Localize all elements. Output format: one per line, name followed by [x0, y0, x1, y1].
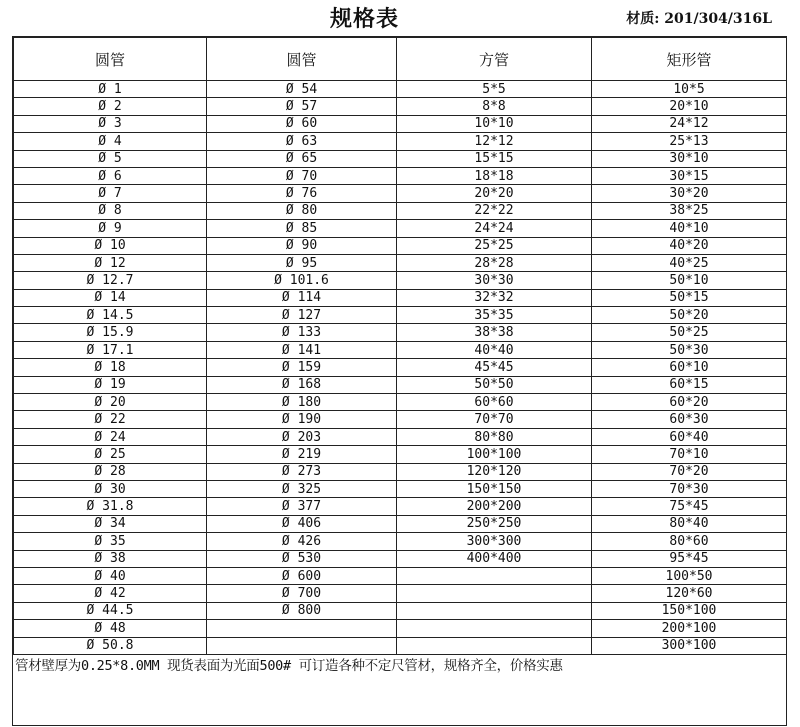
table-cell: Ø 60: [207, 115, 397, 132]
table-cell: Ø 101.6: [207, 272, 397, 289]
spec-table: [13, 37, 787, 655]
table-cell: Ø 50.8: [14, 637, 207, 654]
table-cell: 200*100: [592, 620, 787, 637]
table-cell: 25*13: [592, 133, 787, 150]
table-cell: Ø 22: [14, 411, 207, 428]
table-cell: Ø 20: [14, 394, 207, 411]
table-cell: 95*45: [592, 550, 787, 567]
table-cell: 50*30: [592, 341, 787, 358]
table-cell: 24*24: [397, 220, 592, 237]
table-cell: 15*15: [397, 150, 592, 167]
table-row: [14, 115, 787, 132]
table-cell: 70*10: [592, 446, 787, 463]
table-cell: 30*20: [592, 185, 787, 202]
table-row: [14, 359, 787, 376]
table-cell: 20*10: [592, 98, 787, 115]
table-cell: Ø 8: [14, 202, 207, 219]
table-cell: Ø 76: [207, 185, 397, 202]
table-cell: Ø 127: [207, 307, 397, 324]
table-cell: 25*25: [397, 237, 592, 254]
table-cell: [397, 567, 592, 584]
table-cell: Ø 95: [207, 254, 397, 271]
table-row: [14, 150, 787, 167]
table-cell: Ø 63: [207, 133, 397, 150]
table-row: [14, 324, 787, 341]
table-cell: 32*32: [397, 289, 592, 306]
table-cell: Ø 24: [14, 428, 207, 445]
table-cell: 50*20: [592, 307, 787, 324]
table-cell: Ø 406: [207, 515, 397, 532]
table-cell: 120*60: [592, 585, 787, 602]
table-cell: Ø 85: [207, 220, 397, 237]
header-round-tube-1: 圆管: [14, 38, 207, 81]
table-cell: 30*15: [592, 167, 787, 184]
table-body: [14, 81, 787, 655]
table-cell: 10*10: [397, 115, 592, 132]
table-cell: 400*400: [397, 550, 592, 567]
table-cell: Ø 42: [14, 585, 207, 602]
table-cell: Ø 54: [207, 81, 397, 98]
table-row: [14, 411, 787, 428]
table-cell: Ø 57: [207, 98, 397, 115]
table-cell: 60*10: [592, 359, 787, 376]
table-cell: Ø 80: [207, 202, 397, 219]
table-cell: Ø 28: [14, 463, 207, 480]
table-cell: Ø 10: [14, 237, 207, 254]
table-cell: Ø 70: [207, 167, 397, 184]
table-row: [14, 515, 787, 532]
header-square-tube: 方管: [397, 38, 592, 81]
table-cell: Ø 17.1: [14, 341, 207, 358]
table-row: [14, 272, 787, 289]
table-cell: 70*70: [397, 411, 592, 428]
table-cell: 50*15: [592, 289, 787, 306]
table-cell: 60*30: [592, 411, 787, 428]
table-cell: Ø 168: [207, 376, 397, 393]
table-cell: 40*10: [592, 220, 787, 237]
table-cell: 250*250: [397, 515, 592, 532]
table-cell: Ø 6: [14, 167, 207, 184]
table-row: [14, 428, 787, 445]
table-row: [14, 307, 787, 324]
table-cell: Ø 114: [207, 289, 397, 306]
table-cell: Ø 700: [207, 585, 397, 602]
table-cell: Ø 65: [207, 150, 397, 167]
table-cell: 60*60: [397, 394, 592, 411]
table-row: [14, 550, 787, 567]
table-row: [14, 480, 787, 497]
table-cell: Ø 190: [207, 411, 397, 428]
table-cell: Ø 35: [14, 533, 207, 550]
table-cell: 300*100: [592, 637, 787, 654]
table-row: [14, 620, 787, 637]
table-cell: Ø 530: [207, 550, 397, 567]
page-title: 规格表: [330, 7, 400, 32]
table-cell: Ø 141: [207, 341, 397, 358]
table-cell: Ø 34: [14, 515, 207, 532]
table-cell: Ø 219: [207, 446, 397, 463]
table-cell: 100*50: [592, 567, 787, 584]
table-cell: 150*100: [592, 602, 787, 619]
table-row: [14, 498, 787, 515]
table-cell: Ø 133: [207, 324, 397, 341]
table-cell: 60*40: [592, 428, 787, 445]
table-cell: Ø 15.9: [14, 324, 207, 341]
table-cell: [397, 602, 592, 619]
table-cell: Ø 159: [207, 359, 397, 376]
spec-sheet: [12, 36, 787, 726]
material-label: 材质: 201/304/316L: [626, 11, 772, 27]
table-cell: 100*100: [397, 446, 592, 463]
table-cell: 38*25: [592, 202, 787, 219]
table-cell: Ø 426: [207, 533, 397, 550]
table-cell: 30*30: [397, 272, 592, 289]
table-cell: 5*5: [397, 81, 592, 98]
table-cell: Ø 9: [14, 220, 207, 237]
table-cell: 8*8: [397, 98, 592, 115]
table-row: [14, 289, 787, 306]
table-cell: 300*300: [397, 533, 592, 550]
table-cell: 80*60: [592, 533, 787, 550]
table-cell: 24*12: [592, 115, 787, 132]
table-cell: [207, 620, 397, 637]
table-row: [14, 602, 787, 619]
table-cell: 70*30: [592, 480, 787, 497]
table-cell: Ø 203: [207, 428, 397, 445]
footer-note: 管材壁厚为0.25*8.0MM 现货表面为光面500# 可订造各种不定尺管材，规格齐全，价格实惠: [15, 658, 563, 674]
table-row: [14, 394, 787, 411]
table-cell: 30*10: [592, 150, 787, 167]
table-cell: 40*40: [397, 341, 592, 358]
table-row: [14, 81, 787, 98]
table-cell: Ø 12: [14, 254, 207, 271]
table-cell: Ø 4: [14, 133, 207, 150]
table-row: [14, 446, 787, 463]
table-cell: 18*18: [397, 167, 592, 184]
table-cell: Ø 273: [207, 463, 397, 480]
table-cell: [207, 637, 397, 654]
table-cell: Ø 12.7: [14, 272, 207, 289]
table-cell: Ø 38: [14, 550, 207, 567]
table-cell: 80*40: [592, 515, 787, 532]
table-cell: Ø 7: [14, 185, 207, 202]
table-cell: Ø 48: [14, 620, 207, 637]
header-row: [14, 38, 787, 81]
table-cell: Ø 325: [207, 480, 397, 497]
table-row: [14, 202, 787, 219]
table-row: [14, 254, 787, 271]
table-cell: 60*20: [592, 394, 787, 411]
title-bar: [0, 0, 800, 36]
table-cell: [397, 620, 592, 637]
table-row: [14, 637, 787, 654]
table-cell: Ø 19: [14, 376, 207, 393]
table-cell: Ø 90: [207, 237, 397, 254]
table-cell: Ø 180: [207, 394, 397, 411]
table-cell: 70*20: [592, 463, 787, 480]
table-cell: Ø 14: [14, 289, 207, 306]
table-cell: 75*45: [592, 498, 787, 515]
table-row: [14, 585, 787, 602]
table-row: [14, 220, 787, 237]
table-cell: 200*200: [397, 498, 592, 515]
table-cell: 20*20: [397, 185, 592, 202]
table-cell: [397, 585, 592, 602]
table-cell: 40*25: [592, 254, 787, 271]
table-cell: Ø 2: [14, 98, 207, 115]
table-cell: 28*28: [397, 254, 592, 271]
table-cell: [397, 637, 592, 654]
table-cell: 50*50: [397, 376, 592, 393]
table-cell: Ø 600: [207, 567, 397, 584]
table-cell: 38*38: [397, 324, 592, 341]
table-cell: 10*5: [592, 81, 787, 98]
table-cell: 120*120: [397, 463, 592, 480]
table-row: [14, 533, 787, 550]
table-row: [14, 463, 787, 480]
table-cell: Ø 30: [14, 480, 207, 497]
table-cell: Ø 18: [14, 359, 207, 376]
table-row: [14, 185, 787, 202]
table-cell: 40*20: [592, 237, 787, 254]
table-cell: Ø 1: [14, 81, 207, 98]
table-row: [14, 98, 787, 115]
table-cell: 50*10: [592, 272, 787, 289]
table-row: [14, 133, 787, 150]
table-row: [14, 376, 787, 393]
table-cell: Ø 3: [14, 115, 207, 132]
table-cell: 60*15: [592, 376, 787, 393]
table-row: [14, 341, 787, 358]
table-cell: Ø 14.5: [14, 307, 207, 324]
table-row: [14, 237, 787, 254]
table-row: [14, 167, 787, 184]
table-cell: Ø 44.5: [14, 602, 207, 619]
table-cell: 50*25: [592, 324, 787, 341]
table-cell: Ø 40: [14, 567, 207, 584]
header-rectangular-tube: 矩形管: [592, 38, 787, 81]
table-cell: 80*80: [397, 428, 592, 445]
table-cell: 35*35: [397, 307, 592, 324]
table-cell: Ø 800: [207, 602, 397, 619]
table-cell: 12*12: [397, 133, 592, 150]
table-cell: Ø 377: [207, 498, 397, 515]
table-cell: Ø 31.8: [14, 498, 207, 515]
table-row: [14, 567, 787, 584]
table-cell: 150*150: [397, 480, 592, 497]
table-cell: Ø 5: [14, 150, 207, 167]
table-cell: 45*45: [397, 359, 592, 376]
header-round-tube-2: 圆管: [207, 38, 397, 81]
table-cell: Ø 25: [14, 446, 207, 463]
table-cell: 22*22: [397, 202, 592, 219]
